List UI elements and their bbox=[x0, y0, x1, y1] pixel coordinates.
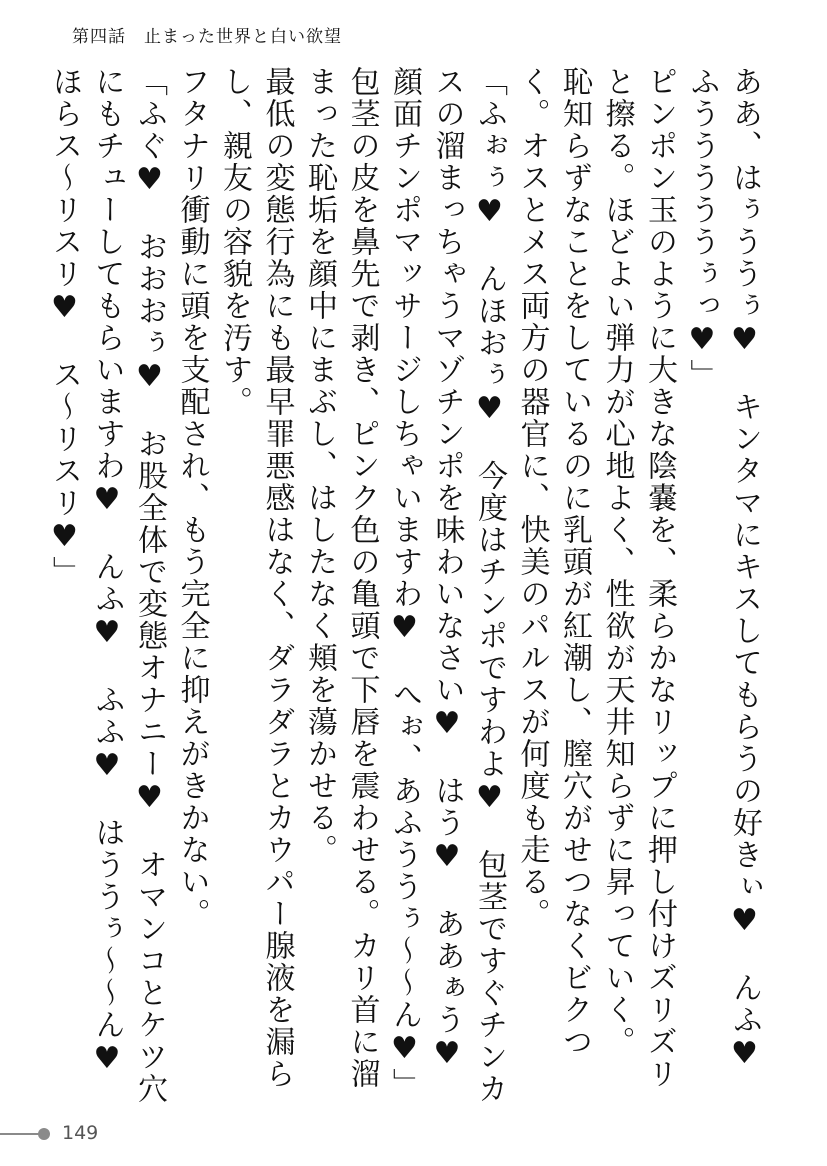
paragraph-2: ピンポン玉のように大きな陰嚢を、柔らかなリップに押し付けズリズリと擦る。ほどよい弾力が心地よく、性欲が天井知らずに昇っていく。 bbox=[599, 66, 677, 1090]
body-text bbox=[47, 66, 765, 1110]
paragraph-7: フタナリ衝動に頭を支配され、もう完全に抑えがきかない。 bbox=[174, 66, 210, 930]
paragraph-3: 恥知らずなことをしているのに乳頭が紅潮し、膣穴がせつなくビクつく。オスとメス両方の器官に、快美のパルスが何度も走る。 bbox=[514, 66, 592, 1058]
chapter-title: 第四話 止まった世界と白い欲望 bbox=[72, 27, 342, 47]
footer-rule bbox=[0, 1133, 40, 1135]
paragraph-4: 「ふぉぅ♥ んほおぅ♥ 今度はチンポですわよ♥ 包茎ですぐチンカスの溜まっちゃうマゾチンポを味わいなさい♥ はう♥ ああぁう♥ 顔面チンポマッサージしちゃいますわ♥ へぉ、あふううぅ～～ん♥」 bbox=[387, 66, 507, 1105]
page-number: 149 bbox=[62, 1122, 99, 1144]
paragraph-6: 最低の変態行為にも最早罪悪感はなく、ダラダラとカウパー腺液を漏らし、親友の容貌を汚す。 bbox=[217, 66, 295, 1090]
paragraph-1: ああ、はぅううぅ♥ キンタマにキスしてもらうの好きぃ♥ んふ♥ ふうううううぅっ♥」 bbox=[684, 66, 762, 1105]
paragraph-5: 包茎の皮を鼻先で剥き、ピンク色の亀頭で下唇を震わせる。カリ首に溜まった恥垢を顔中にまぶし、はしたなく頬を蕩かせる。 bbox=[302, 66, 380, 1090]
paragraph-8: 「ふぐ♥ おおおぅ♥ お股全体で変態オナニー♥ オマンコとケツ穴にもチューしてもらいますわ♥ んふ♥ ふふ♥ はううぅ～～ん♥ ほらス～リスリ♥ ス～リスリ♥」 bbox=[47, 66, 167, 1110]
footer-dot-icon bbox=[38, 1128, 50, 1140]
